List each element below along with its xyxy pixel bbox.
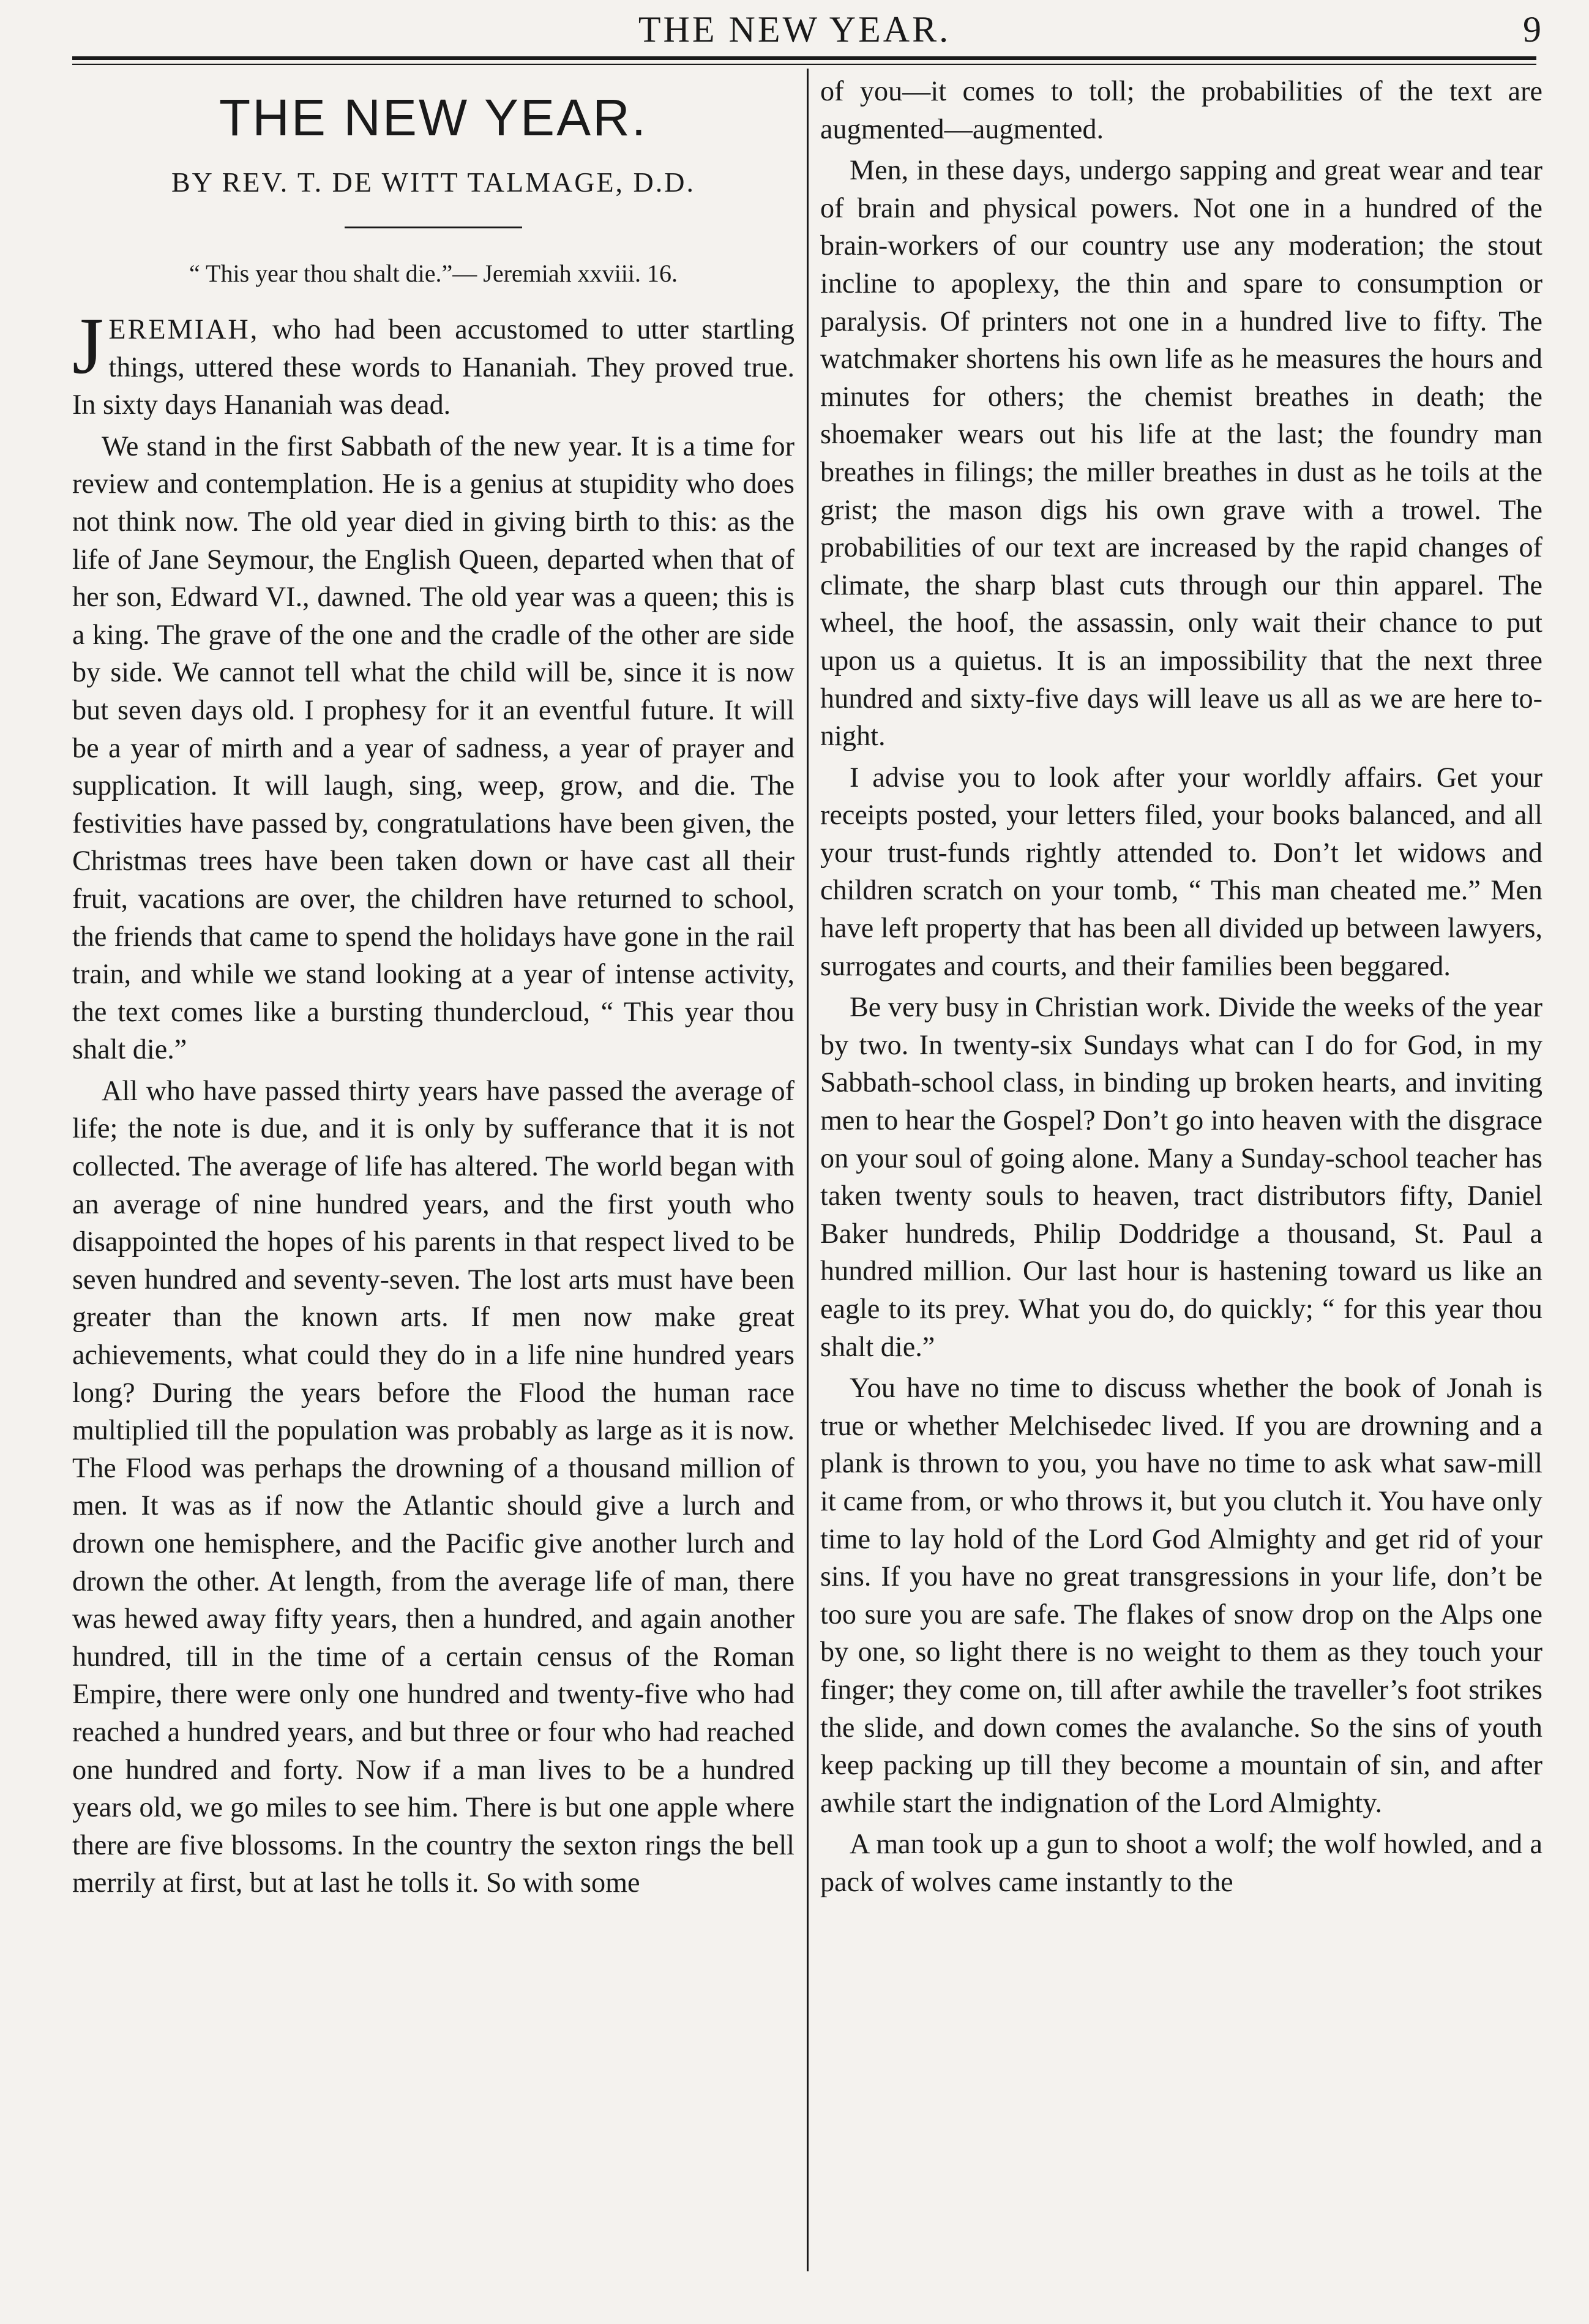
left-column: [72, 72, 794, 1902]
paragraph-7: You have no time to discuss whether the book of Jonah is true or whether Melchisedec lived. If you are drowning and a plank is thrown to you, you have no time to ask what saw-mill it came from, or who throws it, but you clutch it. You have only time to lay hold of the Lord God Almighty and get rid of your sins. If you have no great transgressions in your life, don’t be too sure you are safe. The flakes of snow drop on the Alps one by one, so light there is no weight to them as they touch your finger; they come on, till after awhile the traveller’s foot strikes the slide, and down comes the avalanche. So the sins of youth keep packing up till they become a mountain of sin, and after awhile start the indignation of the Lord Almighty.: [820, 1372, 1542, 1818]
article-title: THE NEW YEAR.: [219, 89, 648, 146]
header-rule-thin: [72, 64, 1536, 65]
drop-cap: J: [72, 301, 104, 391]
paragraph-4: Men, in these days, undergo sapping and great wear and tear of brain and physical powers. Not one in a hundred of the brain-workers of our country use any moderation; the stout incline to apoplexy, the thin and spare to consumption or paralysis. Of printers not one in a hundred live to fifty. The watchmaker shortens his own life as he measures the hours and minutes for others; the chemist breathes in death; the shoemaker wears out his life at the last; the foundry man breathes in filings; the miller breathes in dust as he toils at the grist; the mason digs his own grave with a trowel. The probabilities of our text are increased by the rapid changes of climate, the sharp blast cuts through our thin apparel. The wheel, the hoof, the assassin, only wait their chance to put upon us a quietus. It is an impossibility that the next three hundred and sixty-five days will leave us all as we are here to-night.: [820, 154, 1542, 752]
paragraph-2: We stand in the first Sabbath of the new year. It is a time for review and contemplation. He is a genius at stupidity who does not think now. The old year died in giving birth to this: as the life of Jane Seymour, the English Queen, departed when that of her son, Edward VI., dawned. The old year was a queen; this is a king. The grave of the one and the cradle of the other are side by side. We cannot tell what the child will be, since it is now but seven days old. I prophesy for it an eventful future. It will be a year of mirth and a year of sadness, a year of prayer and supplication. It will laugh, sing, weep, grow, and die. The festivities have passed by, congratulations have been given, the Christmas trees have been taken down or have cast all their fruit, vacations are over, the children have returned to school, the friends that came to spend the holidays have gone in the rail train, and while we stand looking at a year of intense activity, the text comes like a bursting thundercloud, “ This year thou shalt die.”: [72, 430, 794, 1065]
column-divider: [807, 69, 809, 2271]
lead-caps: EREMIAH,: [108, 313, 260, 345]
paragraph-8: A man took up a gun to shoot a wolf; the wolf howled, and a pack of wolves came instantly to the: [820, 1828, 1542, 1897]
paragraph-1: [72, 301, 794, 424]
running-header: [0, 6, 1589, 55]
paragraph-3: All who have passed thirty years have passed the average of life; the note is due, and it is only by sufferance that it is not collected. The average of life has altered. The world began with an average of nine hundred years, and the first youth who disappointed the hopes of his parents in that respect lived to be seven hundred and seventy-seven. The lost arts must have been greater than the known arts. If men now make great achievements, what could they do in a life nine hundred years long? During the years before the Flood the human race multiplied till the population was probably as large as it is now. The Flood was perhaps the drowning of a thousand million of men. It was as if now the Atlantic should give a lurch and drown one hemisphere, and the Pacific give another lurch and drown the other. At length, from the average life of man, there was hewed away fifty years, then a hundred, and again another hundred, till in the time of a certain census of the Roman Empire, there were only one hundred and twenty-five who had reached a hundred years, and but three or four who had reached one hundred and forty. Now if a man lives to be a hundred years old, we go miles to see him. There is but one apple where there are five blossoms. In the country the sexton rings the bell merrily at first, but at last he tolls it. So with some: [72, 1074, 794, 1899]
paragraph-continued: of you—it comes to toll; the probabilities of the text are augmented—augmented.: [820, 75, 1542, 144]
running-title: THE NEW YEAR.: [638, 9, 951, 50]
page-number: 9: [1523, 9, 1541, 50]
right-column: [820, 72, 1542, 1901]
byline: BY REV. T. DE WITT TALMAGE, D.D.: [171, 167, 695, 198]
epigraph: “ This year thou shalt die.”— Jeremiah xxviii. 16.: [189, 260, 678, 287]
paragraph-6: Be very busy in Christian work. Divide the weeks of the year by two. In twenty-six Sundays what can I do for God, in my Sabbath-school class, in binding up broken hearts, and inviting men to hear the Gospel? Don’t go into heaven with the disgrace on your soul of going alone. Many a Sunday-school teacher has taken twenty souls to heaven, tract distributors fifty, Daniel Baker hundreds, Philip Doddridge a thousand, St. Paul a hundred million. Our last hour is hastening toward us like an eagle to its prey. What you do, do quickly; “ for this year thou shalt die.”: [820, 991, 1542, 1362]
paragraph-1-text: who had been accustomed to utter startling things, uttered these words to Hananiah. They proved true. In sixty days Hananiah was dead.: [72, 313, 794, 421]
header-rule-thick: [72, 56, 1536, 60]
title-divider: [345, 227, 522, 228]
paragraph-5: I advise you to look after your worldly affairs. Get your receipts posted, your letters filed, your books balanced, and all your trust-funds rightly attended to. Don’t let widows and children scratch on your tomb, “ This man cheated me.” Men have left property that has been all divided up between lawyers, surrogates and courts, and their families been beggared.: [820, 761, 1542, 981]
